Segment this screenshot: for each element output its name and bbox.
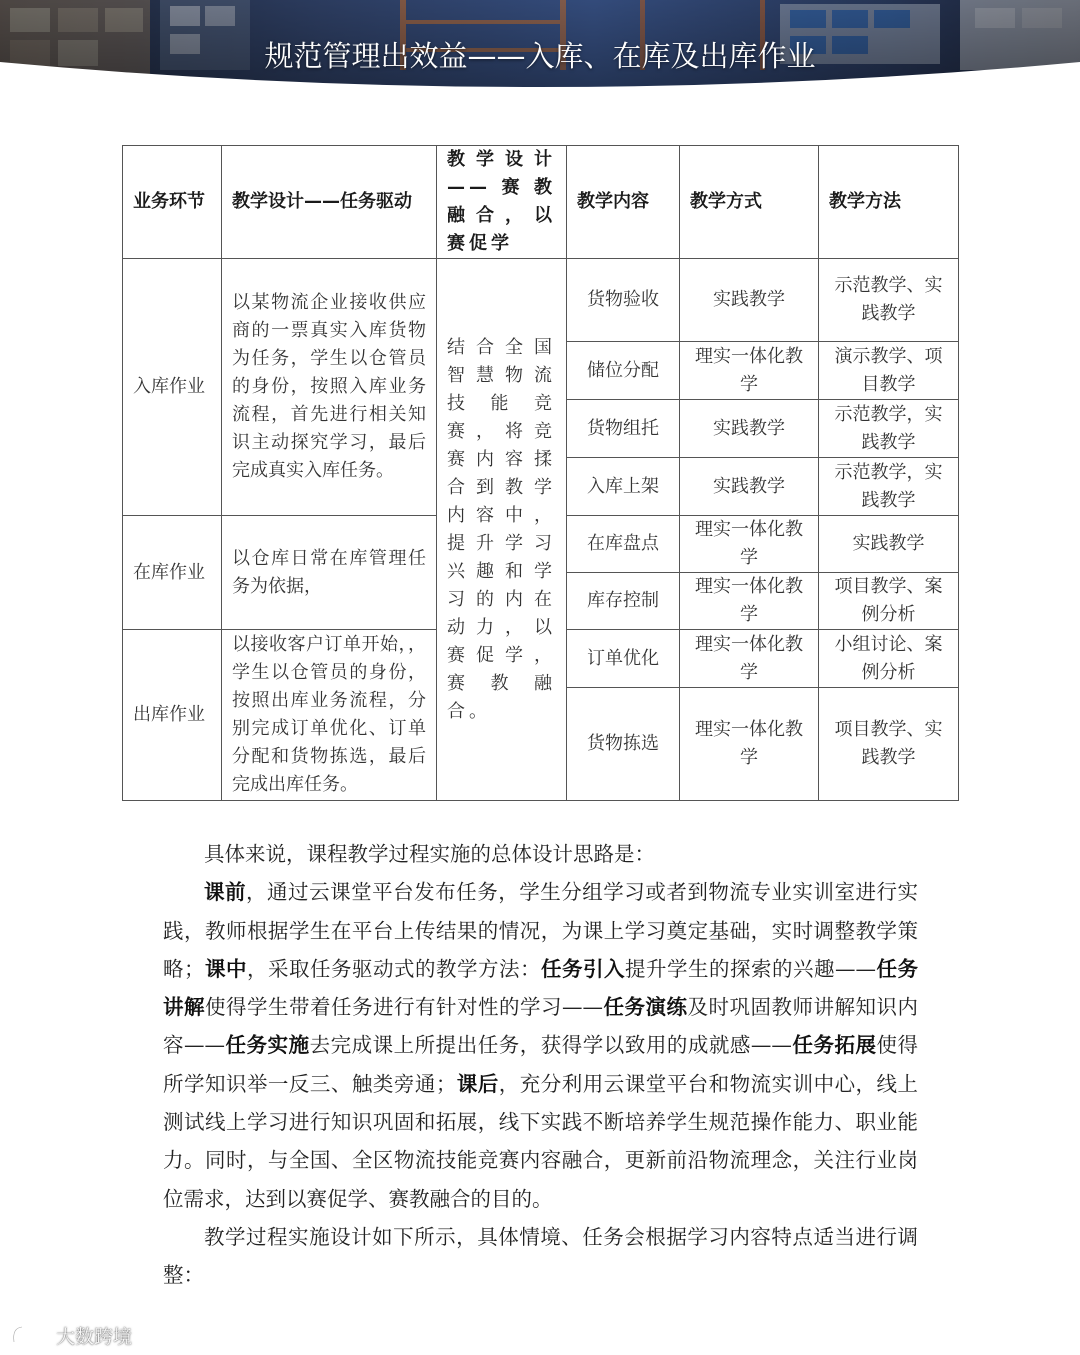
page-title: 规范管理出效益——入库、在库及出库作业 bbox=[264, 39, 816, 73]
text-run: ，通过云课堂平台发布任务，学生分组学习或者到物流专业实训室进行实践，教师根据学生在平台上传结果的情况，为课上学习奠定基础，实时调整教学策略； bbox=[163, 880, 918, 981]
content-cell: 在库盘点 bbox=[567, 516, 680, 573]
keyword: 课中 bbox=[204, 956, 247, 981]
header-banner bbox=[0, 0, 1080, 100]
mode-cell: 理实一体化教学 bbox=[680, 342, 819, 400]
method-cell: 项目教学、案例分析 bbox=[819, 573, 959, 630]
mode-cell: 理实一体化教学 bbox=[680, 573, 819, 630]
stage-cell: 入库作业 bbox=[123, 259, 222, 516]
paragraph bbox=[163, 873, 918, 1218]
keyword: 任务拓展 bbox=[791, 1033, 877, 1058]
header-cell: 教学方式 bbox=[680, 146, 819, 259]
method-cell: 实践教学 bbox=[819, 516, 959, 573]
content-cell: 货物验收 bbox=[567, 259, 680, 342]
text-run: ，采取任务驱动式的教学方法： bbox=[247, 956, 541, 981]
keyword: 任务实施 bbox=[225, 1033, 310, 1058]
mode-cell: 实践教学 bbox=[680, 259, 819, 342]
header-cell: 业务环节 bbox=[123, 146, 222, 259]
method-cell: 示范教学，实践教学 bbox=[819, 458, 959, 516]
header-cell: 教学方法 bbox=[819, 146, 959, 259]
text-run: ，充分利用云课堂平台和物流实训中心，线上测试线上学习进行知识巩固和拓展，线下实践不断培养学生规范操作能力、职业能力。同时，与全国、全区物流技能竞赛内容融合，更新前沿物流理念，关注行业岗位需求，达到以赛促学、赛教融合的目的。 bbox=[163, 1071, 919, 1211]
content-cell: 订单优化 bbox=[567, 630, 680, 688]
competition-cell: 结合全国智慧物流技能竞赛，将竞赛内容揉合到教学内容中，提升学习兴趣和学习的内在动力，以赛促学，赛教融合。 bbox=[437, 259, 567, 801]
method-cell: 示范教学、实践教学 bbox=[819, 259, 959, 342]
mode-cell: 实践教学 bbox=[680, 458, 819, 516]
task-cell: 以仓库日常在库管理任务为依据， bbox=[222, 516, 437, 630]
keyword: 课前 bbox=[204, 880, 247, 905]
text-run: 使得学生带着任务进行有针对性的学习—— bbox=[205, 995, 603, 1020]
paragraph: 具体来说，课程教学过程实施的总体设计思路是： bbox=[204, 842, 655, 866]
method-cell: 项目教学、实践教学 bbox=[819, 688, 959, 801]
watermark-text: 大数跨境 bbox=[56, 1325, 133, 1348]
content-cell: 储位分配 bbox=[567, 342, 680, 400]
table-row bbox=[123, 259, 959, 342]
header-cell: 教学设计——任务驱动 bbox=[222, 146, 437, 259]
keyword: 任务引入 bbox=[541, 956, 625, 981]
content-cell: 货物组托 bbox=[567, 400, 680, 458]
stage-cell: 在库作业 bbox=[123, 516, 222, 630]
method-cell: 示范教学，实践教学 bbox=[819, 400, 959, 458]
method-cell: 小组讨论、案例分析 bbox=[819, 630, 959, 688]
task-cell: 以接收客户订单开始，，学生以仓管员的身份，按照出库业务流程，分别完成订单优化、订单分配和货物拣选，最后完成出库任务。 bbox=[222, 630, 437, 801]
text-run: 提升学生的探索的兴趣—— bbox=[625, 956, 876, 981]
header-cell: 教学设计——赛教融合，以赛促学 bbox=[437, 146, 567, 259]
watermark bbox=[10, 1318, 132, 1352]
text-run: 及时巩固教师讲解知识内容—— bbox=[163, 995, 918, 1058]
mode-cell: 理实一体化教学 bbox=[680, 630, 819, 688]
table-header-row bbox=[123, 146, 959, 259]
mode-cell: 理实一体化教学 bbox=[680, 688, 819, 801]
content-cell: 入库上架 bbox=[567, 458, 680, 516]
keyword: 课后 bbox=[456, 1071, 499, 1096]
header-cell: 教学内容 bbox=[567, 146, 680, 259]
keyword: 任务演练 bbox=[603, 995, 688, 1020]
paragraph: 教学过程实施设计如下所示，具体情境、任务会根据学习内容特点适当进行调整： bbox=[163, 1224, 918, 1288]
text-run: 使得所学知识举一反三、触类旁通； bbox=[163, 1033, 919, 1096]
mode-cell: 实践教学 bbox=[680, 400, 819, 458]
mode-cell: 理实一体化教学 bbox=[680, 516, 819, 573]
content-cell: 货物拣选 bbox=[567, 688, 680, 801]
text-run: 去完成课上所提出任务，获得学以致用的成就感—— bbox=[309, 1033, 792, 1058]
article-body bbox=[163, 835, 918, 1295]
method-cell: 演示教学、项目教学 bbox=[819, 342, 959, 400]
keyword: 任务讲解 bbox=[163, 956, 918, 1020]
content-cell: 库存控制 bbox=[567, 573, 680, 630]
teaching-design-table bbox=[122, 145, 959, 801]
brand-logo-icon bbox=[10, 1322, 50, 1348]
stage-cell: 出库作业 bbox=[123, 630, 222, 801]
task-cell: 以某物流企业接收供应商的一票真实入库货物为任务，学生以仓管员的身份，按照入库业务流程，首先进行相关知识主动探究学习，最后完成真实入库任务。 bbox=[222, 259, 437, 516]
